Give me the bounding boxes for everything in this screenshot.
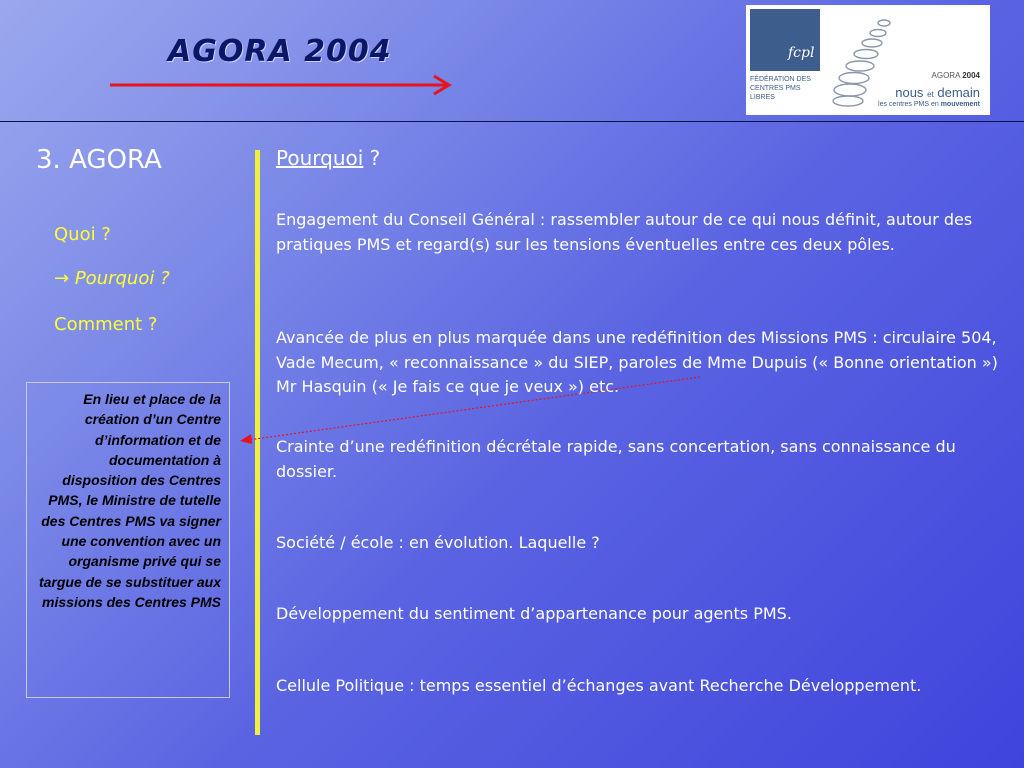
tagline-sub-prefix: les centres PMS	[878, 101, 929, 108]
logo-year: 2004	[962, 71, 980, 80]
tagline-sub-suffix: mouvement	[940, 101, 980, 108]
paragraph-developpement: Développement du sentiment d’appartenance pour agents PMS.	[276, 604, 792, 623]
nav-item-quoi: Quoi ?	[54, 224, 111, 245]
slide-title: AGORA 2004	[168, 34, 392, 69]
paragraph-engagement: Engagement du Conseil Général : rassembler autour de ce qui nous définit, autour des pratiques PMS et regard(s) sur les tensions éventuelles entre ces deux pôles.	[276, 210, 973, 254]
fcpl-logo	[750, 9, 820, 107]
nav-item-pourquoi	[54, 268, 170, 289]
logo-org-line2: CENTRES PMS LIBRES	[750, 85, 801, 101]
logo-year-label: AGORA	[931, 71, 960, 80]
paragraph-societe: Société / école : en évolution. Laquelle ?	[276, 533, 600, 552]
header-divider	[0, 121, 1024, 122]
section-title: 3. AGORA	[36, 145, 162, 175]
logo-org-line1: FÉDÉRATION DES	[750, 76, 811, 83]
fcpl-mark: fcpl	[788, 45, 815, 61]
paragraph-cellule: Cellule Politique : temps essentiel d’échanges avant Recherche Développement.	[276, 676, 922, 695]
content-heading-label: Pourquoi	[276, 146, 364, 170]
nav-item-comment: Comment ?	[54, 314, 158, 335]
nav-item-pourquoi-label: Pourquoi ?	[74, 268, 170, 289]
title-arrow-icon	[108, 72, 458, 98]
agora-logo	[826, 39, 986, 111]
tagline-sub-en: en	[930, 101, 939, 108]
arrow-right-icon: →	[54, 268, 70, 289]
logo-banner	[746, 5, 990, 115]
tagline-demain: demain	[937, 85, 980, 100]
paragraph-crainte: Crainte d’une redéfinition décrétale rapide, sans concertation, sans connaissance du dossier.	[276, 437, 956, 481]
tagline-et: et	[927, 90, 934, 99]
content-heading-mark: ?	[363, 146, 381, 170]
content-heading	[276, 146, 380, 170]
paragraph-avancee: Avancée de plus en plus marquée dans une redéfinition des Missions PMS : circulaire 504, Vade Mecum, « reconnaissance » du SIEP, paroles de Mme Dupuis (« Bonne orientation ») Mr Hasquin (« Je fais ce que je veux ») etc.	[276, 328, 998, 396]
tagline-nous: nous	[895, 85, 924, 100]
side-note: En lieu et place de la création d’un Centre d’information et de documentation à disposition des Centres PMS, le Ministre de tutelle des Centres PMS va signer une convention avec un organisme privé qui se targue de se substituer aux missions des Centres PMS	[26, 382, 230, 698]
